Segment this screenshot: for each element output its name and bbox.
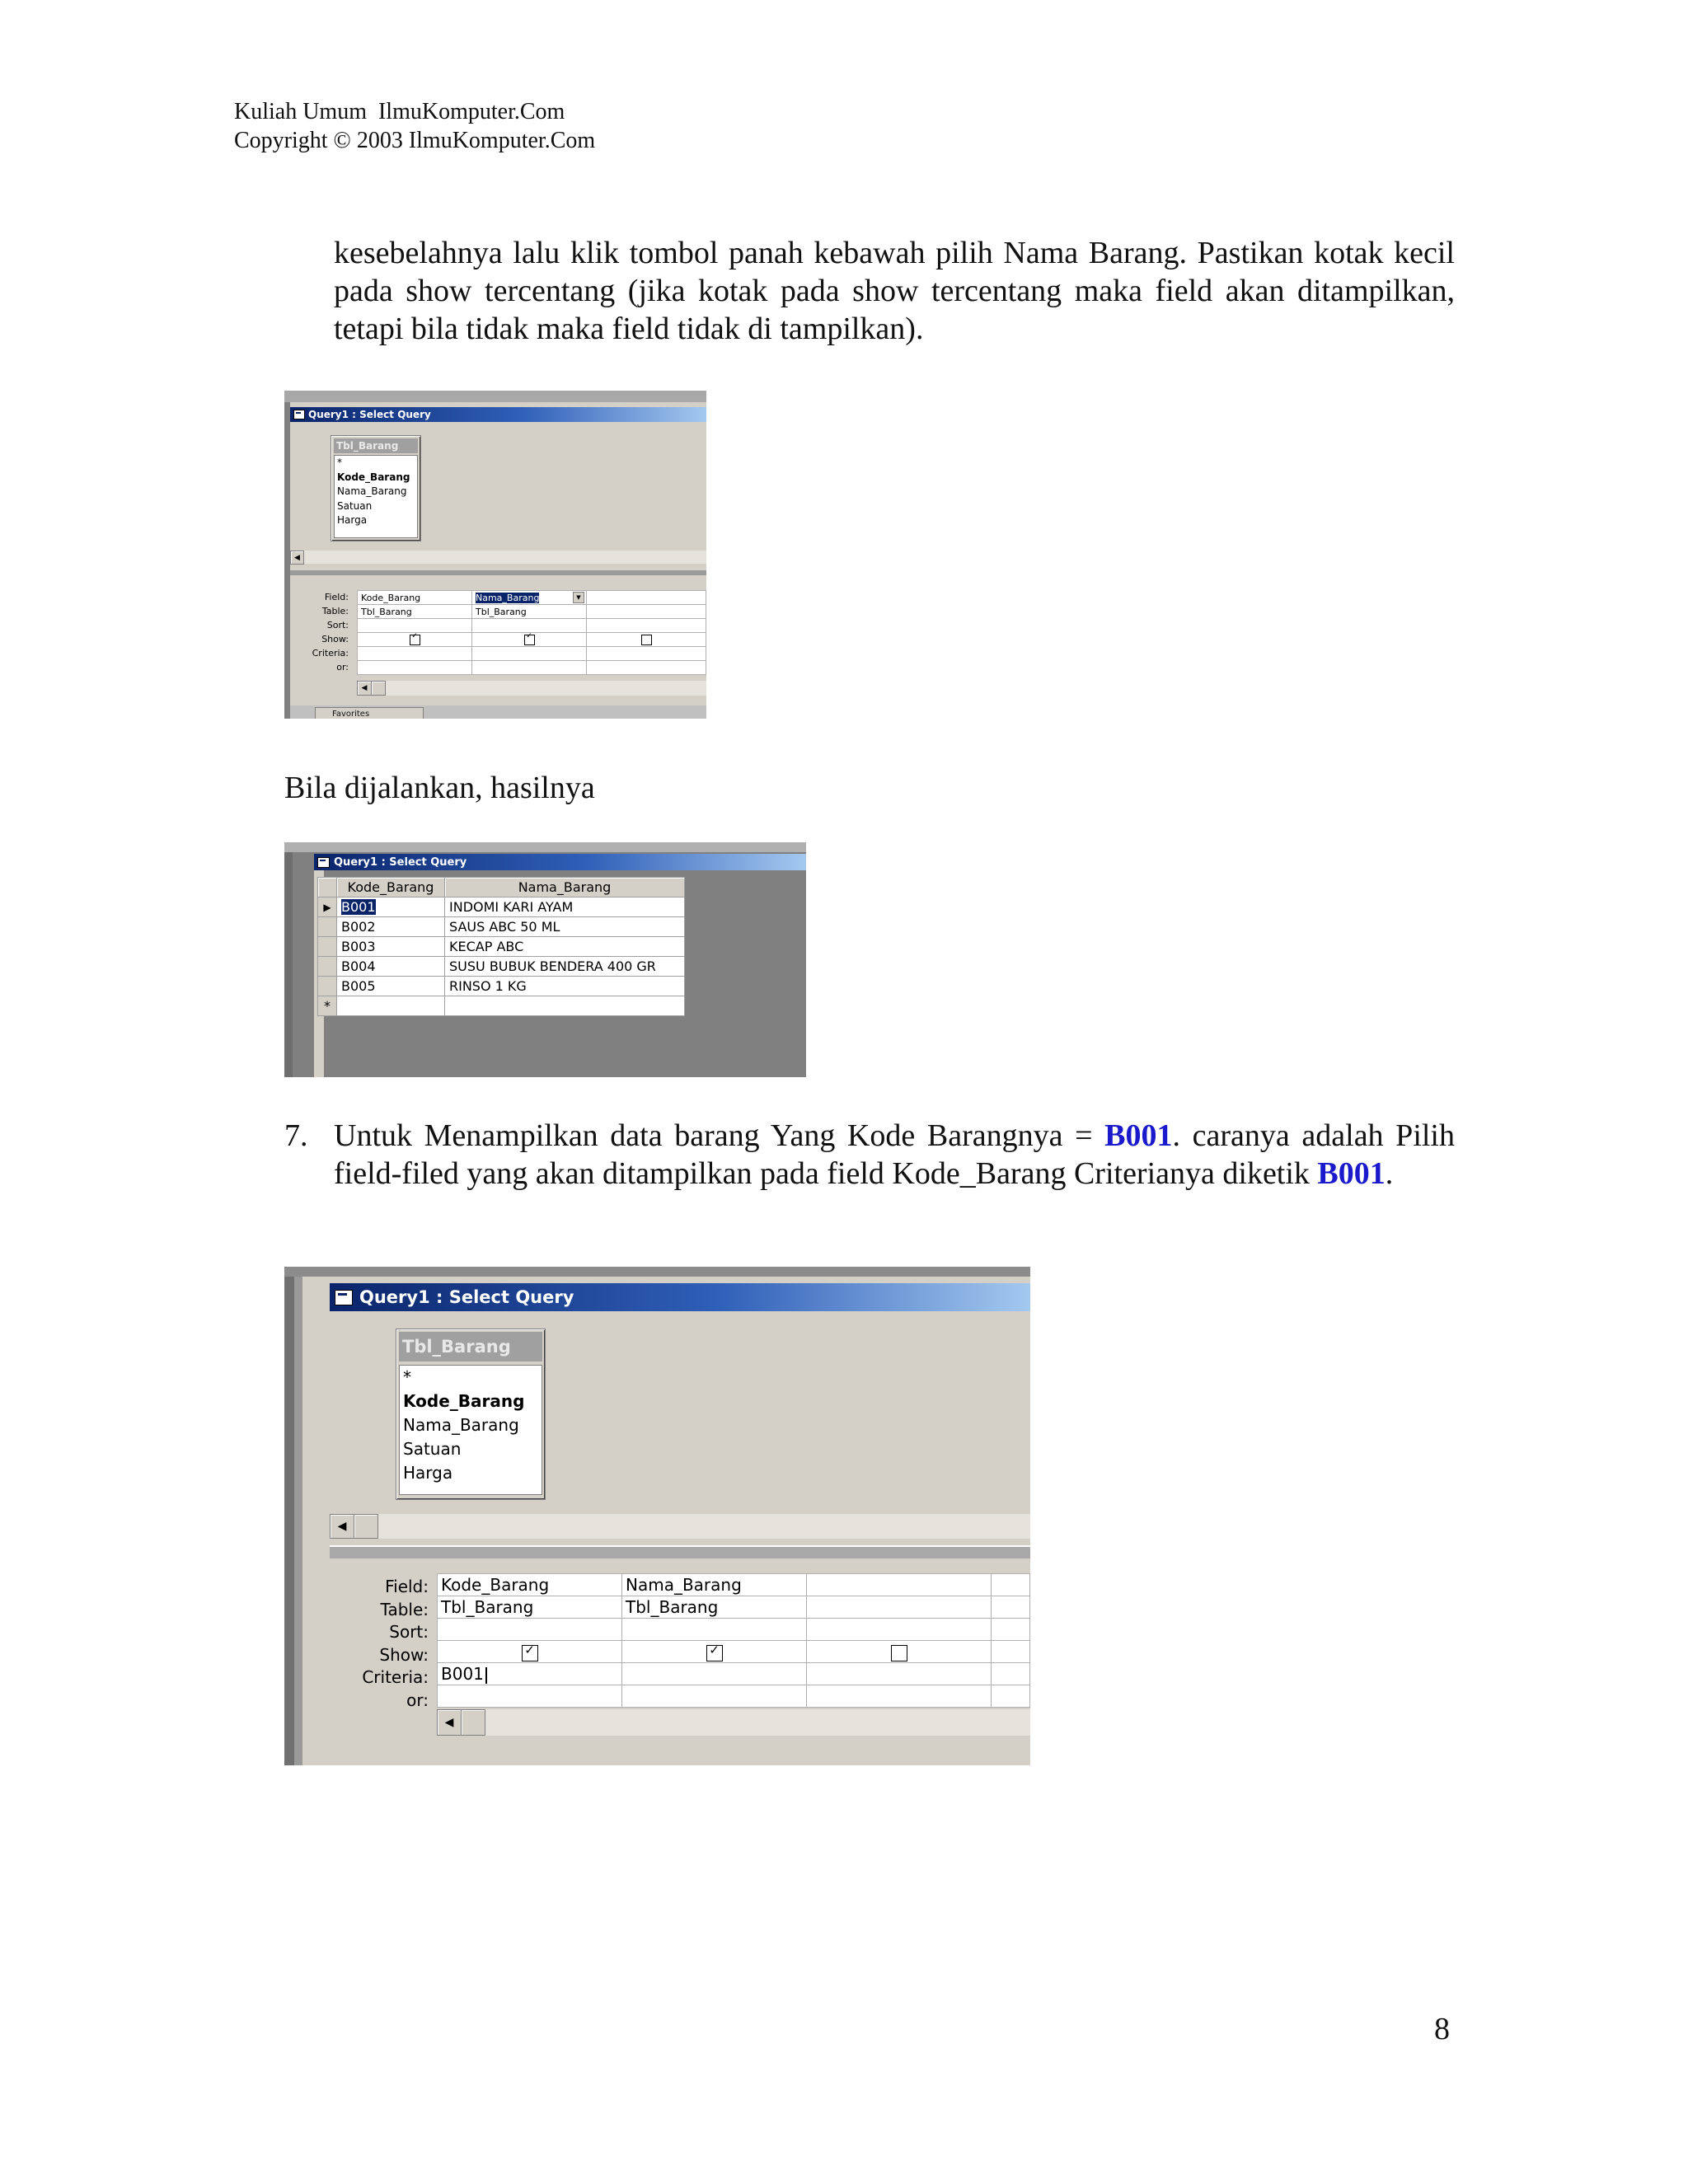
grid-horizontal-scrollbar[interactable]: [437, 1709, 1030, 1736]
design-grid-row-labels: [334, 1576, 429, 1712]
taskbar-strip: [290, 705, 706, 719]
show-checkbox-1[interactable]: [522, 1645, 538, 1661]
grid-or-cell-3[interactable]: [587, 661, 706, 675]
row-label-table: Table:: [380, 1599, 429, 1619]
record-selector[interactable]: [318, 917, 337, 937]
query-window-icon: [293, 410, 305, 419]
field-item-all[interactable]: *: [337, 457, 342, 468]
grid-criteria-cell-1[interactable]: [358, 647, 472, 661]
grid-show-cell-3[interactable]: [587, 633, 706, 647]
record-selector[interactable]: [318, 977, 337, 996]
selected-cell-value: B001: [341, 899, 376, 915]
grid-field-cell-3[interactable]: [587, 591, 706, 605]
scroll-thumb[interactable]: [354, 1514, 378, 1539]
table-field-list-box[interactable]: [331, 435, 421, 541]
dropdown-arrow-icon[interactable]: ▼: [573, 592, 584, 603]
row-label-field: Field:: [385, 1577, 429, 1596]
design-grid[interactable]: [357, 590, 706, 675]
grid-sort-cell-3[interactable]: [807, 1619, 992, 1641]
step-7-number: 7.: [284, 1118, 308, 1153]
grid-show-cell-4[interactable]: [992, 1641, 1030, 1663]
show-checkbox-1[interactable]: [410, 635, 420, 645]
row-label-or: or:: [406, 1690, 429, 1710]
table-box-title: Tbl_Barang: [334, 438, 418, 453]
row-label-or: or:: [336, 662, 349, 673]
row-label-table: Table:: [321, 606, 349, 616]
grid-sort-cell-1[interactable]: [358, 619, 472, 633]
grid-field-value-2: Nama_Barang: [476, 592, 540, 603]
grid-scroll-left-button[interactable]: ◀: [437, 1709, 462, 1736]
window-title: Query1 : Select Query: [308, 409, 431, 420]
cell-nama-new[interactable]: [445, 996, 685, 1016]
header-course-line: Kuliah Umum IlmuKomputer.Com: [234, 99, 565, 124]
row-label-criteria: Criteria:: [312, 648, 349, 658]
field-item-satuan[interactable]: Satuan: [403, 1439, 462, 1459]
step-7-code-1: B001: [1104, 1118, 1173, 1153]
grid-field-cell-2[interactable]: [472, 591, 587, 605]
new-record-marker[interactable]: *: [318, 996, 337, 1016]
grid-show-cell-3[interactable]: [807, 1641, 992, 1663]
table-box-title: Tbl_Barang: [399, 1332, 542, 1361]
row-label-show: Show:: [321, 634, 349, 644]
grid-or-cell-4[interactable]: [992, 1685, 1030, 1708]
field-item-harga[interactable]: Harga: [403, 1463, 453, 1483]
results-window-title: Query1 : Select Query: [334, 855, 467, 869]
upper-horizontal-scrollbar[interactable]: [330, 1514, 1030, 1539]
grid-sort-cell-2[interactable]: [472, 619, 587, 633]
results-datasheet[interactable]: [317, 877, 685, 1016]
field-item-nama-barang[interactable]: Nama_Barang: [337, 485, 407, 497]
record-selector[interactable]: [318, 937, 337, 957]
grid-show-cell-2[interactable]: [622, 1641, 807, 1663]
grid-field-cell-1[interactable]: Kode_Barang: [358, 591, 472, 605]
table-row[interactable]: [318, 957, 685, 977]
show-checkbox-3[interactable]: [641, 635, 652, 645]
show-checkbox-3[interactable]: [891, 1645, 907, 1661]
grid-criteria-cell-4[interactable]: [992, 1663, 1030, 1685]
body-paragraph: kesebelahnya lalu klik tombol panah kebawah pilih Nama Barang. Pastikan kotak kecil pada show tercentang (jika kotak pada show tercentang maka field akan ditampilkan, tetapi bila tidak maka field tidak di tampilkan).: [334, 236, 1455, 346]
grid-field-cell-2[interactable]: Nama_Barang: [622, 1574, 807, 1596]
grid-table-cell-1[interactable]: Tbl_Barang: [438, 1596, 622, 1619]
grid-sort-cell-3[interactable]: [587, 619, 706, 633]
window-title: Query1 : Select Query: [359, 1287, 574, 1307]
cell-kode-new[interactable]: [337, 996, 445, 1016]
grid-sort-cell-2[interactable]: [622, 1619, 807, 1641]
page-header: [234, 97, 595, 155]
query-window-icon: [335, 1290, 353, 1305]
query-window-icon: [317, 857, 330, 868]
field-item-all[interactable]: *: [403, 1367, 411, 1387]
grid-criteria-cell-3[interactable]: [807, 1663, 992, 1685]
record-selector[interactable]: [318, 957, 337, 977]
window-titlebar: [330, 1283, 1030, 1311]
outer-frame-left: [284, 852, 293, 1077]
show-checkbox-2[interactable]: [524, 635, 535, 645]
outer-frame-inner: [294, 1277, 302, 1765]
scroll-left-button[interactable]: ◀: [290, 551, 304, 565]
grid-table-cell-3[interactable]: [587, 605, 706, 619]
outer-frame: [284, 1267, 1030, 1277]
results-window-titlebar: [314, 854, 806, 870]
criteria-value: B001: [441, 1664, 484, 1684]
upper-horizontal-scrollbar[interactable]: [290, 551, 706, 564]
grid-sort-cell-1[interactable]: [438, 1619, 622, 1641]
grid-or-cell-1[interactable]: [358, 661, 472, 675]
cell-kode[interactable]: B005: [337, 977, 445, 996]
grid-scroll-thumb[interactable]: [371, 681, 386, 696]
field-item-nama-barang[interactable]: Nama_Barang: [403, 1415, 519, 1435]
outer-frame-left: [284, 1277, 294, 1765]
current-record-arrow-icon[interactable]: ▶: [318, 898, 337, 917]
field-list[interactable]: [399, 1365, 542, 1495]
table-field-list-box[interactable]: [396, 1329, 546, 1500]
row-label-field: Field:: [324, 592, 349, 602]
pane-splitter[interactable]: [330, 1545, 1030, 1558]
grid-table-cell-1[interactable]: Tbl_Barang: [358, 605, 472, 619]
screenshot-query-design-criteria: [284, 1267, 1030, 1765]
cell-nama[interactable]: SAUS ABC 50 ML: [445, 917, 685, 937]
outer-frame-left: [284, 402, 290, 719]
grid-sort-cell-4[interactable]: [992, 1619, 1030, 1641]
grid-criteria-cell-2[interactable]: [622, 1663, 807, 1685]
record-selector-header[interactable]: [318, 878, 337, 898]
header-copyright-line: Copyright © 2003 IlmuKomputer.Com: [234, 128, 596, 153]
grid-criteria-cell-1[interactable]: [438, 1663, 622, 1685]
grid-horizontal-scrollbar[interactable]: [357, 681, 706, 696]
table-row[interactable]: [318, 937, 685, 957]
cell-nama[interactable]: INDOMI KARI AYAM: [445, 898, 685, 917]
grid-scroll-left-button[interactable]: ◀: [357, 681, 372, 696]
field-item-harga[interactable]: Harga: [337, 514, 368, 526]
step-7-text-a: Untuk Menampilkan data barang Yang Kode Barangnya =: [334, 1118, 1105, 1153]
table-row[interactable]: [318, 977, 685, 996]
row-label-show: Show:: [379, 1644, 429, 1665]
cell-nama[interactable]: SUSU BUBUK BENDERA 400 GR: [445, 957, 685, 977]
page-number: 8: [1434, 2012, 1450, 2046]
grid-scroll-thumb[interactable]: [461, 1709, 485, 1736]
row-label-criteria: Criteria:: [362, 1667, 429, 1687]
cell-kode[interactable]: B003: [337, 937, 445, 957]
screenshot-query-design-small: [284, 391, 706, 719]
row-label-sort: Sort:: [389, 1622, 429, 1642]
table-row[interactable]: [318, 898, 685, 917]
grid-show-cell-2[interactable]: [472, 633, 587, 647]
field-item-kode-barang[interactable]: Kode_Barang: [403, 1391, 525, 1411]
field-item-kode-barang[interactable]: Kode_Barang: [337, 471, 410, 483]
step-7-text-c: .: [1385, 1156, 1394, 1191]
grid-criteria-cell-3[interactable]: [587, 647, 706, 661]
grid-show-cell-1[interactable]: [438, 1641, 622, 1663]
outer-frame: [284, 391, 706, 402]
column-header-nama-barang[interactable]: Nama_Barang: [445, 878, 685, 898]
cell-kode[interactable]: [337, 898, 445, 917]
design-grid-row-labels: [293, 590, 349, 674]
field-list[interactable]: [334, 455, 418, 538]
text-cursor: [485, 1667, 487, 1684]
field-item-satuan[interactable]: Satuan: [337, 499, 373, 512]
grid-or-cell-2[interactable]: [472, 661, 587, 675]
grid-table-cell-2[interactable]: Tbl_Barang: [472, 605, 587, 619]
grid-or-cell-1[interactable]: [438, 1685, 622, 1708]
design-grid[interactable]: [437, 1573, 1030, 1708]
column-header-kode-barang[interactable]: Kode_Barang: [337, 878, 445, 898]
grid-table-cell-2[interactable]: Tbl_Barang: [622, 1596, 807, 1619]
grid-show-cell-1[interactable]: [358, 633, 472, 647]
grid-field-cell-4[interactable]: [992, 1574, 1030, 1596]
step-7-text-b: . caranya adalah Pilih field-filed yang akan ditampilkan pada field Kode_Barang Criterianya diketik: [334, 1118, 1455, 1191]
grid-field-cell-1[interactable]: Kode_Barang: [438, 1574, 622, 1596]
grid-criteria-cell-2[interactable]: [472, 647, 587, 661]
show-checkbox-2[interactable]: [706, 1645, 723, 1661]
table-row[interactable]: [318, 917, 685, 937]
grid-table-cell-3[interactable]: [807, 1596, 992, 1619]
result-caption: Bila dijalankan, hasilnya: [284, 771, 595, 805]
step-7-code-2: B001: [1317, 1156, 1386, 1191]
step-7-text: [334, 1117, 1455, 1193]
favorites-tab[interactable]: Favorites: [315, 707, 424, 719]
pane-splitter[interactable]: [290, 570, 706, 575]
grid-field-cell-3[interactable]: [807, 1574, 992, 1596]
grid-or-cell-3[interactable]: [807, 1685, 992, 1708]
cell-nama[interactable]: KECAP ABC: [445, 937, 685, 957]
new-record-row[interactable]: [318, 996, 685, 1016]
grid-table-cell-4[interactable]: [992, 1596, 1030, 1619]
grid-or-cell-2[interactable]: [622, 1685, 807, 1708]
screenshot-query-results: [284, 842, 806, 1077]
outer-frame: [284, 842, 806, 852]
scroll-left-button[interactable]: ◀: [330, 1514, 354, 1539]
window-titlebar: [290, 407, 706, 422]
cell-nama[interactable]: RINSO 1 KG: [445, 977, 685, 996]
cell-kode[interactable]: B002: [337, 917, 445, 937]
cell-kode[interactable]: B004: [337, 957, 445, 977]
row-label-sort: Sort:: [326, 620, 349, 630]
